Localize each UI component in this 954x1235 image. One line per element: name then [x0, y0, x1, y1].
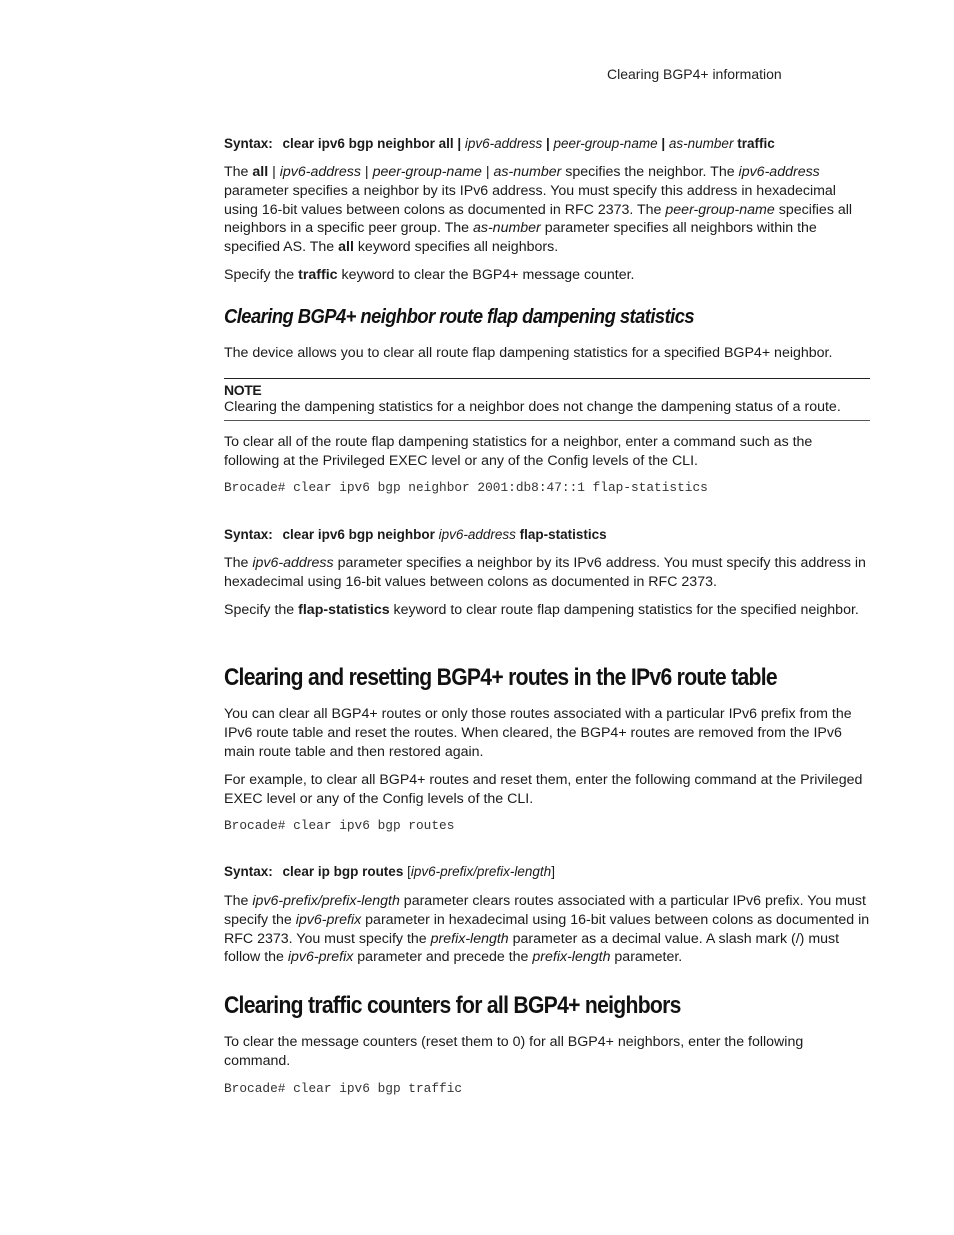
- syntax-arg-peer-group-name: peer-group-name: [553, 136, 658, 151]
- text: |: [360, 164, 373, 180]
- syntax-arg-prefix: ipv6-prefix/prefix-length: [410, 864, 552, 879]
- flap-keyword-paragraph: [224, 601, 870, 620]
- text: parameter clears routes associated with a particular IPv6 prefix. You must specify the: [224, 893, 866, 928]
- syntax-bracket: [: [407, 864, 411, 879]
- routes-example-paragraph: [224, 771, 870, 809]
- text: parameter specifies a neighbor by its IPv6 address. You must specify this address in hexadecimal using 16-bit values between colons as documented in RFC 2373. The: [224, 182, 836, 218]
- heading-clear-reset-routes: Clearing and resetting BGP4+ routes in the IPv6 route table: [224, 664, 777, 691]
- text: parameter in hexadecimal using 16-bit values between colons as documented in RFC 2373. You must specify the: [224, 911, 870, 947]
- syntax-separator: |: [457, 136, 462, 151]
- param-as-number: as-number: [472, 220, 541, 237]
- text: The device allows you to clear all route flap dampening statistics for a specified BGP4+ neighbor.: [224, 345, 833, 361]
- syntax-arg-ipv6-address: ipv6-address: [438, 527, 516, 542]
- syntax-separator: |: [661, 136, 666, 151]
- code-example-flap-statistics: Brocade# clear ipv6 bgp neighbor 2001:db8:47::1 flap-statistics: [224, 480, 708, 495]
- running-header: Clearing BGP4+ information: [607, 66, 782, 82]
- param-ipv6-prefix: ipv6-prefix: [287, 949, 354, 966]
- syntax-label: Syntax:: [224, 864, 273, 879]
- traffic-keyword-paragraph: [224, 266, 870, 285]
- param-ipv6-address: ipv6-address: [738, 164, 820, 180]
- note-box: [224, 378, 870, 421]
- syntax-command: clear ipv6 bgp neighbor: [282, 527, 435, 542]
- param-ipv6-prefix: ipv6-prefix: [295, 911, 362, 928]
- param-ipv6-address: ipv6-address: [252, 555, 334, 571]
- text: The: [224, 164, 253, 180]
- text: specifies all neighbors in a specific peer group. The: [224, 201, 853, 237]
- keyword-all: all: [338, 239, 354, 256]
- text: To clear all of the route flap dampening statistics for a neighbor, enter a command such as the following at the Privileged EXEC level or any of the Config levels of the CLI.: [224, 434, 813, 469]
- syntax-arg-as-number: as-number: [668, 136, 734, 151]
- syntax-flap-statistics: [224, 527, 870, 542]
- text: parameter specifies a neighbor by its IPv6 address. You must specify this address in hexadecimal using 16-bit values between colons as documented in RFC 2373.: [224, 555, 866, 590]
- text: specifies the neighbor. The: [561, 164, 739, 180]
- syntax-command: clear ipv6 bgp neighbor all: [282, 136, 454, 151]
- note-text: Clearing the dampening statistics for a neighbor does not change the dampening status of a route.: [224, 399, 841, 415]
- text: For example, to clear all BGP4+ routes and reset them, enter the following command at the Privileged EXEC level or any of the Config levels of the CLI.: [224, 772, 863, 807]
- code-example-routes: Brocade# clear ipv6 bgp routes: [224, 818, 455, 833]
- keyword-all: all: [252, 164, 269, 180]
- syntax-clear-routes: [224, 864, 870, 879]
- param-prefix: ipv6-prefix/prefix-length: [252, 893, 400, 909]
- routes-intro-paragraph: [224, 705, 870, 761]
- syntax-command: clear ip bgp routes: [282, 864, 404, 879]
- text: keyword to clear the BGP4+ message counter.: [337, 267, 635, 283]
- heading-clear-flap-dampening: Clearing BGP4+ neighbor route flap dampening statistics: [224, 306, 695, 328]
- text: keyword to clear route flap dampening statistics for the specified neighbor.: [389, 602, 859, 618]
- syntax-clear-neighbor-traffic: [224, 136, 870, 151]
- text: parameter specifies all neighbors within the specified AS. The: [224, 220, 817, 256]
- text: parameter.: [610, 949, 683, 966]
- text: Specify the: [224, 267, 299, 283]
- param-prefix-length: prefix-length: [430, 930, 509, 947]
- keyword-flap-statistics: flap-statistics: [298, 602, 390, 618]
- neighbor-params-paragraph: [224, 163, 870, 257]
- text: parameter as a decimal value. A slash mark (/) must follow the: [224, 930, 840, 966]
- code-example-traffic: Brocade# clear ipv6 bgp traffic: [224, 1081, 463, 1096]
- syntax-keyword-traffic: traffic: [737, 136, 775, 151]
- text: The: [224, 555, 253, 571]
- param-peer-group-name: peer-group-name: [665, 201, 775, 218]
- text: Specify the: [224, 602, 299, 618]
- keyword-traffic: traffic: [298, 267, 338, 283]
- flap-param-paragraph: [224, 554, 870, 592]
- text: parameter and precede the: [353, 949, 533, 966]
- text: You can clear all BGP4+ routes or only those routes associated with a particular IPv6 prefix from the IPv6 route table and reset the routes. When cleared, the BGP4+ routes are removed from the IPv6 main route table and then restored again.: [224, 706, 852, 760]
- syntax-separator: |: [545, 136, 550, 151]
- flap-intro-paragraph: [224, 344, 870, 363]
- traffic-intro-paragraph: [224, 1033, 870, 1071]
- text: The: [224, 893, 253, 909]
- syntax-arg-ipv6-address: ipv6-address: [464, 136, 543, 151]
- text: keyword specifies all neighbors.: [353, 239, 559, 256]
- text: |: [268, 164, 280, 180]
- text: |: [481, 164, 494, 180]
- param-peer-group-name: peer-group-name: [372, 164, 482, 180]
- param-prefix-length: prefix-length: [532, 949, 611, 966]
- flap-instruction-paragraph: [224, 433, 870, 471]
- note-label: NOTE: [224, 382, 262, 398]
- heading-clear-traffic-counters: Clearing traffic counters for all BGP4+ neighbors: [224, 992, 681, 1019]
- syntax-keyword-flap-statistics: flap-statistics: [519, 527, 607, 542]
- syntax-label: Syntax:: [224, 136, 273, 151]
- syntax-bracket: ]: [551, 864, 555, 879]
- text: To clear the message counters (reset them to 0) for all BGP4+ neighbors, enter the following command.: [224, 1034, 804, 1069]
- param-as-number: as-number: [493, 164, 562, 180]
- routes-param-paragraph: [224, 892, 870, 967]
- syntax-label: Syntax:: [224, 527, 273, 542]
- param-ipv6-address: ipv6-address: [279, 164, 361, 180]
